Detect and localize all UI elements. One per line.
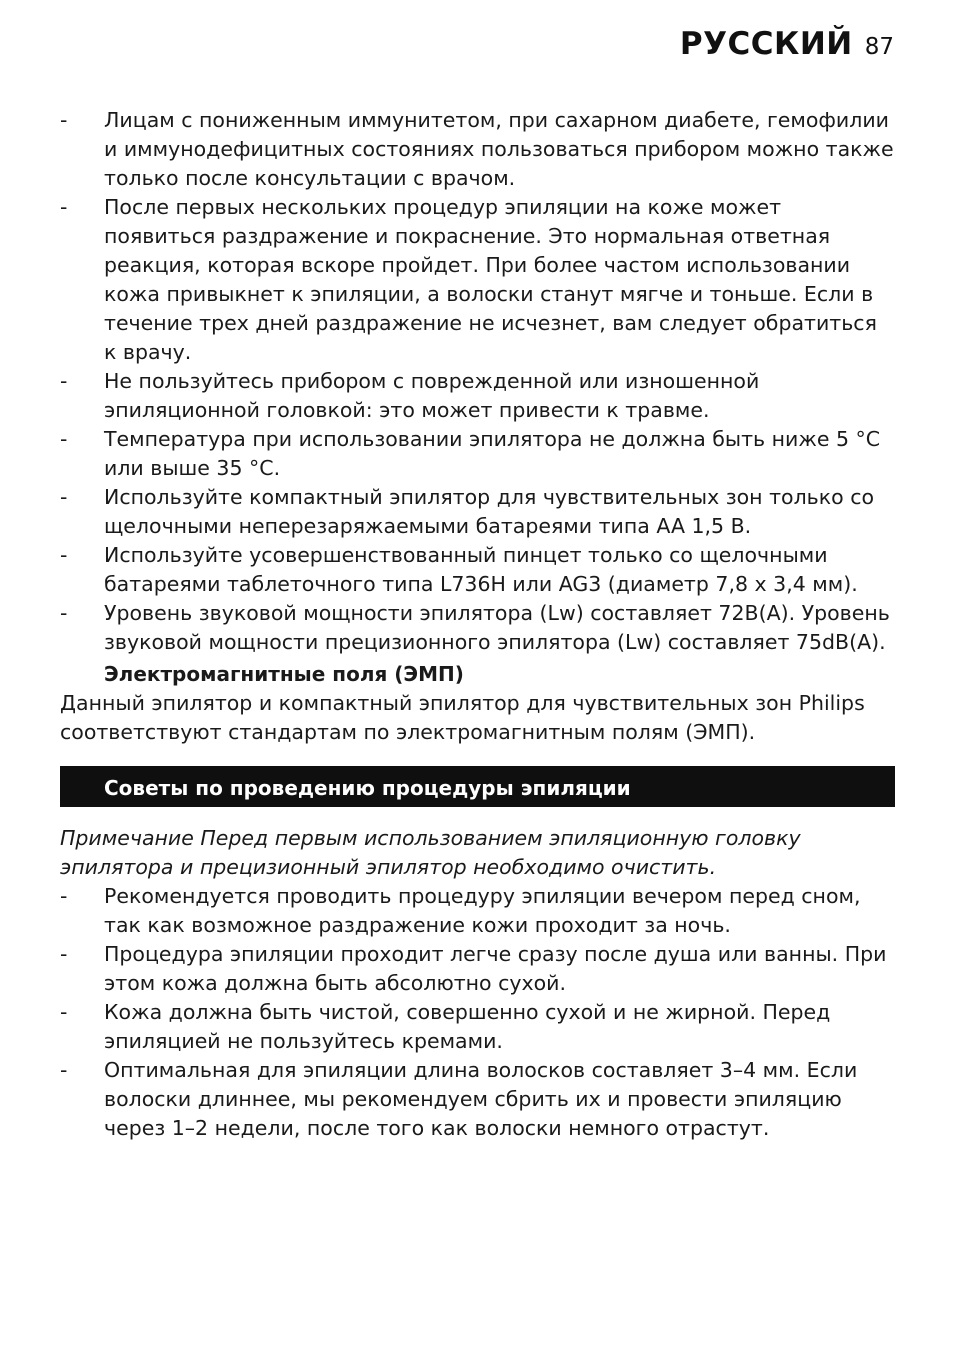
- list-item: - Рекомендуется проводить процедуру эпиляции вечером перед сном, так как возможное раздражение кожи проходит за ночь.: [60, 882, 895, 940]
- list-item: - Температура при использовании эпилятора не должна быть ниже 5 °C или выше 35 °C.: [60, 425, 895, 483]
- list-item: - Используйте компактный эпилятор для чувствительных зон только со щелочными неперезаряжаемыми батареями типа AA 1,5 В.: [60, 483, 895, 541]
- list-item: - Не пользуйтесь прибором с поврежденной или изношенной эпиляционной головкой: это может привести к травме.: [60, 367, 895, 425]
- emf-heading: Электромагнитные поля (ЭМП): [104, 662, 464, 686]
- emf-text: Данный эпилятор и компактный эпилятор для чувствительных зон Philips соответствуют стандартам по электромагнитным полям (ЭМП).: [60, 691, 865, 744]
- tips-note: Примечание Перед первым использованием эпиляционную головку эпилятора и прецизионный эпилятор необходимо очистить.: [60, 826, 801, 879]
- page-content: [60, 106, 895, 1143]
- page-header: [680, 26, 894, 62]
- list-item: - Кожа должна быть чистой, совершенно сухой и не жирной. Перед эпиляцией не пользуйтесь кремами.: [60, 998, 895, 1056]
- list-item: - Используйте усовершенствованный пинцет только со щелочными батареями таблеточного типа L736H или AG3 (диаметр 7,8 x 3,4 мм).: [60, 541, 895, 599]
- tips-section-heading: Советы по проведению процедуры эпиляции: [60, 766, 895, 807]
- list-item: - Лицам с пониженным иммунитетом, при сахарном диабете, гемофилии и иммунодефицитных состояниях пользоваться прибором можно также только после консультации с врачом.: [60, 106, 895, 193]
- warnings-list: [60, 106, 895, 657]
- list-item: - Уровень звуковой мощности эпилятора (Lw) составляет 72В(А). Уровень звуковой мощности прецизионного эпилятора (Lw) составляет 75dB(A).: [60, 599, 895, 657]
- language-title: РУССКИЙ: [679, 26, 853, 62]
- page-number: 87: [864, 34, 894, 60]
- list-item: - Оптимальная для эпиляции длина волосков составляет 3–4 мм. Если волоски длиннее, мы рекомендуем сбрить их и провести эпиляцию через 1–2 недели, после того как волоски немного отрастут.: [60, 1056, 895, 1143]
- tips-list: [60, 882, 895, 1143]
- list-item: - Процедура эпиляции проходит легче сразу после душа или ванны. При этом кожа должна быть абсолютно сухой.: [60, 940, 895, 998]
- list-item: - После первых нескольких процедур эпиляции на коже может появиться раздражение и покраснение. Это нормальная ответная реакция, которая вскоре пройдет. При более частом использовании кожа привыкнет к эпиляции, а волоски станут мягче и тоньше. Если в течение трех дней раздражение не исчезнет, вам следует обратиться к врачу.: [60, 193, 895, 367]
